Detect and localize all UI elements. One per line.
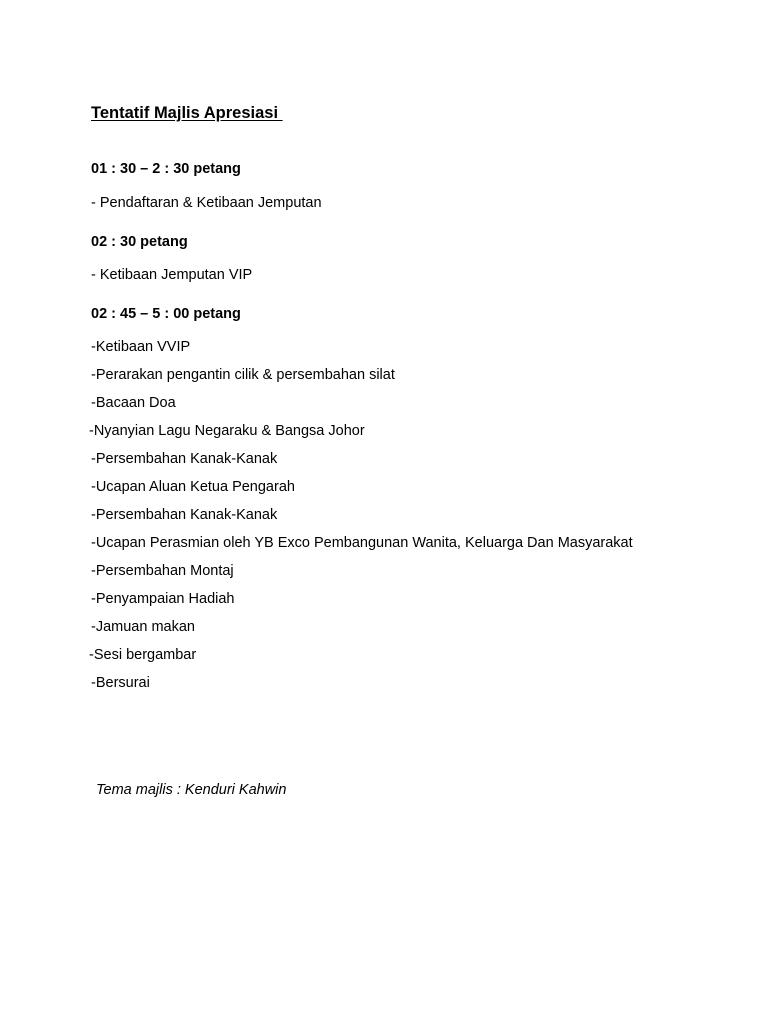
slot-item: -Ucapan Perasmian oleh YB Exco Pembangunan Wanita, Keluarga Dan Masyarakat [91, 535, 633, 551]
document-title: Tentatif Majlis Apresiasi [91, 104, 283, 122]
theme-text: Tema majlis : Kenduri Kahwin [96, 782, 287, 798]
slot-item: -Persembahan Montaj [91, 563, 234, 579]
slot-item: -Persembahan Kanak-Kanak [91, 507, 278, 523]
slot-time: 02 : 45 – 5 : 00 petang [91, 306, 241, 322]
slot-item: - Pendaftaran & Ketibaan Jemputan [91, 195, 322, 211]
slot-item: -Bersurai [91, 675, 150, 691]
slot-time: 01 : 30 – 2 : 30 petang [91, 161, 241, 177]
slot-item: -Penyampaian Hadiah [91, 591, 235, 607]
slot-item: -Perarakan pengantin cilik & persembahan silat [91, 367, 395, 383]
slot-item: -Persembahan Kanak-Kanak [91, 451, 278, 467]
slot-item: -Bacaan Doa [91, 395, 176, 411]
slot-item: -Nyanyian Lagu Negaraku & Bangsa Johor [89, 423, 365, 439]
slot-time: 02 : 30 petang [91, 234, 188, 250]
slot-item: -Ketibaan VVIP [91, 339, 191, 355]
slot-item: -Sesi bergambar [89, 647, 197, 663]
slot-item: - Ketibaan Jemputan VIP [91, 267, 253, 283]
slot-item: -Jamuan makan [91, 619, 195, 635]
slot-item: -Ucapan Aluan Ketua Pengarah [91, 479, 295, 495]
